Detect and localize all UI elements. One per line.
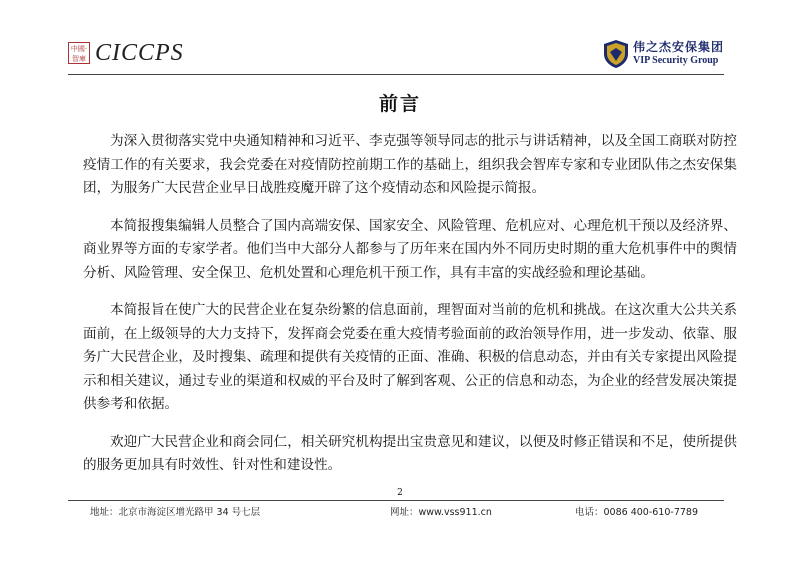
preface-body — [83, 130, 737, 492]
paragraph: 本简报旨在使广大的民营企业在复杂纷繁的信息面前，理智面对当前的危机和挑战。在这次重大公共关系面前，在上级领导的大力支持下，发挥商会党委在重大疫情考验面前的政治领导作用，进一步发动、依靠、服务广大民营企业，及时搜集、疏理和提供有关疫情的正面、准确、积极的信息动态，并由有关专家提出风险提示和相关建议，通过专业的渠道和权威的平台及时了解到客观、公正的信息和动态，为企业的经营发展决策提供参考和依据。 — [83, 302, 737, 412]
page-footer — [90, 504, 710, 520]
footer-address: 地址：北京市海淀区增光路甲 34 号七层 — [90, 507, 261, 518]
paragraph: 欢迎广大民营企业和商会同仁，相关研究机构提出宝贵意见和建议，以便及时修正错误和不足，使所提供的服务更加具有时效性、针对性和建设性。 — [83, 433, 737, 473]
footer-phone: 电话：0086 400-610-7789 — [575, 507, 698, 518]
header-divider — [68, 74, 724, 75]
vip-logo-en: VIP Security Group — [632, 55, 719, 66]
paragraph: 本简报搜集编辑人员整合了国内高端安保、国家安全、风险管理、危机应对、心理危机干预以及经济界、商业界等方面的专家学者。他们当中大部分人都参与了历年来在国内外不同历史时期的重大危机事件中的舆情分析、风险管理、安全保卫、危机处置和心理危机干预工作，具有丰富的实战经验和理论基础。 — [83, 217, 737, 281]
vip-security-logo — [603, 36, 724, 72]
page-header — [68, 36, 724, 74]
footer-divider — [68, 500, 724, 501]
ciccps-logo — [68, 38, 184, 68]
seal-icon: 中國·智庫 — [68, 42, 90, 64]
page-number: 2 — [397, 488, 403, 498]
ciccps-logo-text: CICCPS — [95, 39, 184, 66]
page-title: 前言 — [378, 93, 421, 115]
paragraph: 为深入贯彻落实党中央通知精神和习近平、李克强等领导同志的批示与讲话精神，以及全国工商联对防控疫情工作的有关要求，我会党委在对疫情防控前期工作的基础上，组织我会智库专家和专业团队伟之杰安保集团，为服务广大民营企业早日战胜疫魔开辟了这个疫情动态和风险提示简报。 — [83, 133, 737, 196]
vip-logo-cn: 伟之杰安保集团 — [632, 40, 724, 54]
footer-website: 网址：www.vss911.cn — [390, 507, 492, 518]
shield-icon — [603, 39, 629, 69]
